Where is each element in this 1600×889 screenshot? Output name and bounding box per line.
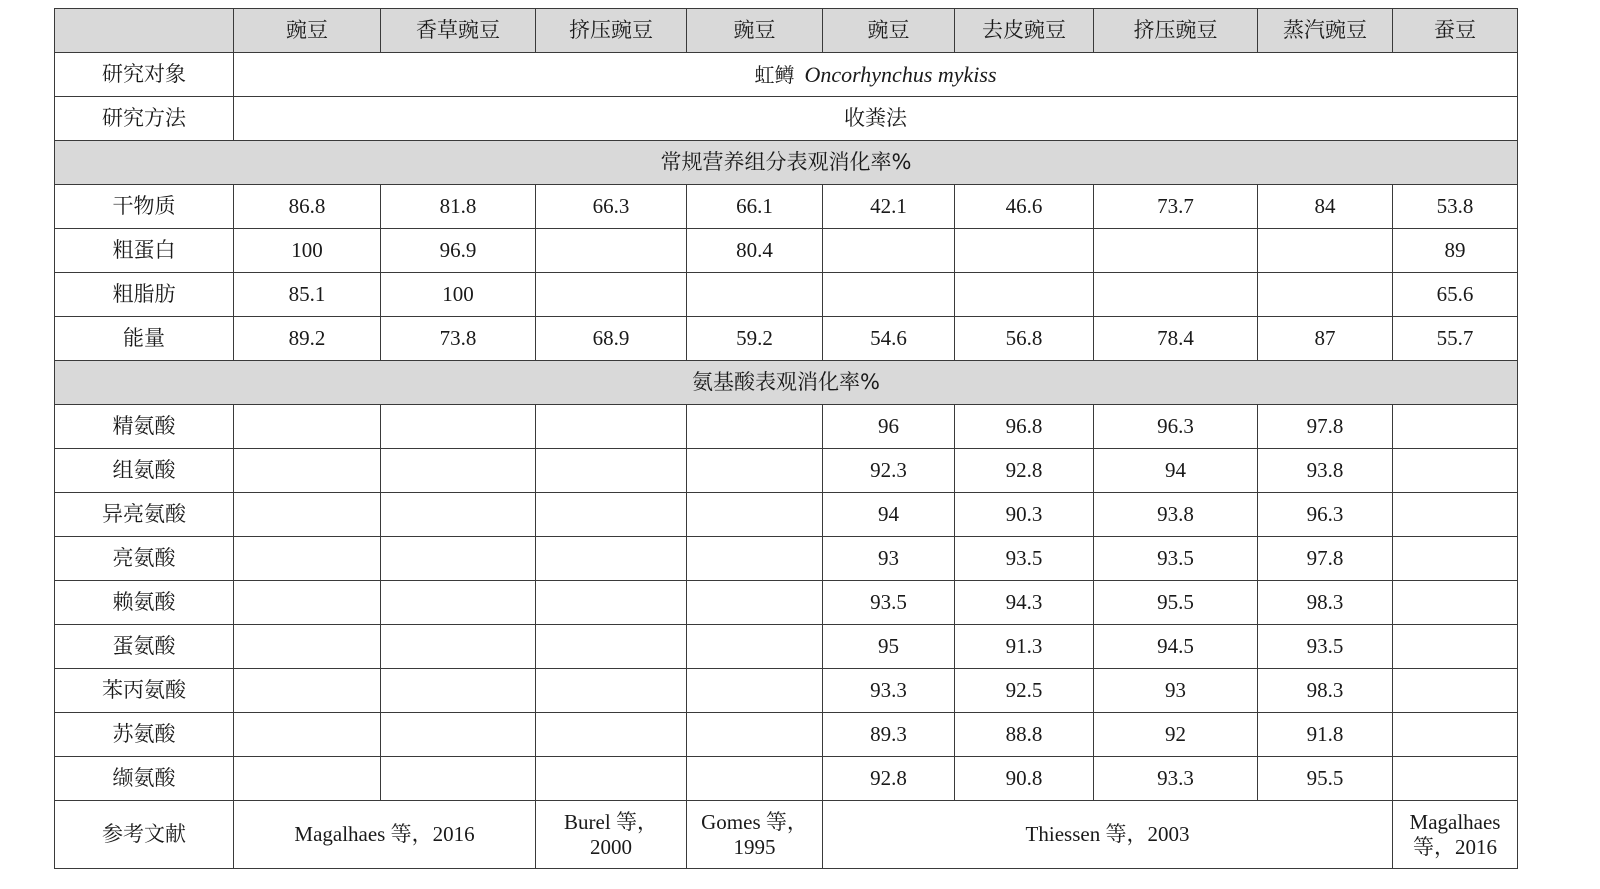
column-header: 豌豆 bbox=[823, 9, 955, 53]
reference-line: 2000 bbox=[590, 834, 632, 859]
reference-row bbox=[55, 801, 1518, 869]
column-header: 蚕豆 bbox=[1393, 9, 1518, 53]
column-header: 去皮豌豆 bbox=[955, 9, 1094, 53]
value-cell bbox=[687, 669, 823, 713]
value-cell bbox=[1393, 493, 1518, 537]
value-cell bbox=[381, 669, 536, 713]
column-header: 豌豆 bbox=[687, 9, 823, 53]
table-row bbox=[55, 713, 1518, 757]
value-cell: 89.2 bbox=[234, 317, 381, 361]
value-cell: 86.8 bbox=[234, 185, 381, 229]
row-label: 组氨酸 bbox=[55, 449, 234, 493]
row-label: 干物质 bbox=[55, 185, 234, 229]
value-cell: 97.8 bbox=[1258, 537, 1393, 581]
value-cell bbox=[234, 449, 381, 493]
value-cell bbox=[687, 581, 823, 625]
value-cell: 100 bbox=[381, 273, 536, 317]
method-row bbox=[55, 97, 1518, 141]
value-cell bbox=[1393, 713, 1518, 757]
value-cell bbox=[687, 493, 823, 537]
value-cell bbox=[1393, 669, 1518, 713]
value-cell: 55.7 bbox=[1393, 317, 1518, 361]
value-cell bbox=[687, 757, 823, 801]
value-cell: 93 bbox=[823, 537, 955, 581]
subject-value bbox=[234, 53, 1518, 97]
subject-cn: 虹鳟 bbox=[754, 62, 795, 87]
value-cell: 96.3 bbox=[1258, 493, 1393, 537]
value-cell bbox=[536, 449, 687, 493]
value-cell bbox=[823, 229, 955, 273]
value-cell: 92.3 bbox=[823, 449, 955, 493]
value-cell bbox=[536, 713, 687, 757]
nutrient-rows bbox=[55, 185, 1518, 361]
row-label: 缬氨酸 bbox=[55, 757, 234, 801]
value-cell: 66.3 bbox=[536, 185, 687, 229]
section-heading: 常规营养组分表观消化率% bbox=[55, 141, 1518, 185]
table-row bbox=[55, 625, 1518, 669]
value-cell bbox=[687, 449, 823, 493]
value-cell: 42.1 bbox=[823, 185, 955, 229]
value-cell: 92.5 bbox=[955, 669, 1094, 713]
value-cell: 91.8 bbox=[1258, 713, 1393, 757]
value-cell bbox=[381, 625, 536, 669]
value-cell bbox=[536, 625, 687, 669]
value-cell: 96.3 bbox=[1094, 405, 1258, 449]
value-cell: 84 bbox=[1258, 185, 1393, 229]
value-cell bbox=[687, 713, 823, 757]
value-cell bbox=[1393, 757, 1518, 801]
row-label: 异亮氨酸 bbox=[55, 493, 234, 537]
value-cell: 92 bbox=[1094, 713, 1258, 757]
value-cell: 98.3 bbox=[1258, 669, 1393, 713]
value-cell bbox=[234, 405, 381, 449]
value-cell: 91.3 bbox=[955, 625, 1094, 669]
value-cell bbox=[823, 273, 955, 317]
value-cell: 90.3 bbox=[955, 493, 1094, 537]
value-cell: 89.3 bbox=[823, 713, 955, 757]
value-cell: 93.3 bbox=[1094, 757, 1258, 801]
row-label: 粗脂肪 bbox=[55, 273, 234, 317]
value-cell: 81.8 bbox=[381, 185, 536, 229]
column-header: 蒸汽豌豆 bbox=[1258, 9, 1393, 53]
value-cell: 54.6 bbox=[823, 317, 955, 361]
value-cell bbox=[1094, 229, 1258, 273]
row-label: 赖氨酸 bbox=[55, 581, 234, 625]
value-cell bbox=[381, 537, 536, 581]
table-row bbox=[55, 273, 1518, 317]
value-cell: 100 bbox=[234, 229, 381, 273]
value-cell: 80.4 bbox=[687, 229, 823, 273]
table-row bbox=[55, 757, 1518, 801]
column-header: 挤压豌豆 bbox=[1094, 9, 1258, 53]
column-header: 香草豌豆 bbox=[381, 9, 536, 53]
row-label: 精氨酸 bbox=[55, 405, 234, 449]
reference-line: Magalhaes bbox=[1409, 810, 1501, 835]
row-label: 蛋氨酸 bbox=[55, 625, 234, 669]
value-cell bbox=[1393, 537, 1518, 581]
value-cell: 66.1 bbox=[687, 185, 823, 229]
value-cell: 94.3 bbox=[955, 581, 1094, 625]
value-cell bbox=[381, 581, 536, 625]
value-cell: 93.8 bbox=[1258, 449, 1393, 493]
value-cell bbox=[536, 493, 687, 537]
value-cell bbox=[1258, 229, 1393, 273]
value-cell: 59.2 bbox=[687, 317, 823, 361]
reference-line: Gomes 等， bbox=[701, 810, 808, 835]
value-cell: 95 bbox=[823, 625, 955, 669]
value-cell bbox=[536, 537, 687, 581]
value-cell: 65.6 bbox=[1393, 273, 1518, 317]
value-cell bbox=[234, 757, 381, 801]
value-cell bbox=[381, 757, 536, 801]
digestibility-table bbox=[54, 8, 1518, 869]
value-cell bbox=[234, 669, 381, 713]
value-cell: 93.3 bbox=[823, 669, 955, 713]
reference-line: Burel 等， bbox=[564, 810, 658, 835]
column-header: 挤压豌豆 bbox=[536, 9, 687, 53]
value-cell: 53.8 bbox=[1393, 185, 1518, 229]
value-cell: 85.1 bbox=[234, 273, 381, 317]
section-row bbox=[55, 141, 1518, 185]
value-cell: 93.8 bbox=[1094, 493, 1258, 537]
value-cell: 89 bbox=[1393, 229, 1518, 273]
value-cell bbox=[234, 537, 381, 581]
value-cell: 97.8 bbox=[1258, 405, 1393, 449]
value-cell: 73.8 bbox=[381, 317, 536, 361]
row-label: 能量 bbox=[55, 317, 234, 361]
reference-line: 等，2016 bbox=[1413, 834, 1497, 859]
value-cell: 96 bbox=[823, 405, 955, 449]
value-cell bbox=[536, 229, 687, 273]
value-cell bbox=[1393, 625, 1518, 669]
reference-cell bbox=[1393, 801, 1518, 869]
value-cell bbox=[687, 625, 823, 669]
value-cell: 93.5 bbox=[955, 537, 1094, 581]
value-cell: 92.8 bbox=[955, 449, 1094, 493]
value-cell bbox=[536, 669, 687, 713]
reference-cell: Thiessen 等，2003 bbox=[823, 801, 1393, 869]
value-cell: 93 bbox=[1094, 669, 1258, 713]
value-cell: 96.8 bbox=[955, 405, 1094, 449]
table-row bbox=[55, 185, 1518, 229]
value-cell bbox=[381, 493, 536, 537]
table-row bbox=[55, 229, 1518, 273]
section-row bbox=[55, 361, 1518, 405]
value-cell: 95.5 bbox=[1094, 581, 1258, 625]
method-value: 收粪法 bbox=[234, 97, 1518, 141]
value-cell: 93.5 bbox=[823, 581, 955, 625]
row-label: 研究方法 bbox=[55, 97, 234, 141]
table-row bbox=[55, 669, 1518, 713]
value-cell: 92.8 bbox=[823, 757, 955, 801]
value-cell bbox=[381, 713, 536, 757]
value-cell bbox=[955, 273, 1094, 317]
value-cell bbox=[687, 405, 823, 449]
value-cell bbox=[234, 713, 381, 757]
row-label: 粗蛋白 bbox=[55, 229, 234, 273]
value-cell: 94 bbox=[823, 493, 955, 537]
reference-cell bbox=[687, 801, 823, 869]
row-label: 亮氨酸 bbox=[55, 537, 234, 581]
value-cell bbox=[1258, 273, 1393, 317]
column-header: 豌豆 bbox=[234, 9, 381, 53]
value-cell bbox=[1393, 581, 1518, 625]
value-cell bbox=[687, 537, 823, 581]
row-label: 苏氨酸 bbox=[55, 713, 234, 757]
value-cell: 78.4 bbox=[1094, 317, 1258, 361]
value-cell bbox=[1393, 405, 1518, 449]
value-cell: 88.8 bbox=[955, 713, 1094, 757]
reference-cell bbox=[536, 801, 687, 869]
reference-cell: Magalhaes 等，2016 bbox=[234, 801, 536, 869]
value-cell: 93.5 bbox=[1094, 537, 1258, 581]
value-cell bbox=[234, 625, 381, 669]
header-row bbox=[55, 9, 1518, 53]
section-heading: 氨基酸表观消化率% bbox=[55, 361, 1518, 405]
table-row bbox=[55, 405, 1518, 449]
table-row bbox=[55, 493, 1518, 537]
value-cell: 94 bbox=[1094, 449, 1258, 493]
value-cell bbox=[381, 449, 536, 493]
value-cell: 94.5 bbox=[1094, 625, 1258, 669]
value-cell bbox=[536, 273, 687, 317]
subject-scientific-name: Oncorhynchus mykiss bbox=[804, 61, 997, 87]
amino-acid-rows bbox=[55, 405, 1518, 801]
value-cell: 95.5 bbox=[1258, 757, 1393, 801]
value-cell bbox=[536, 757, 687, 801]
value-cell bbox=[536, 405, 687, 449]
row-label: 参考文献 bbox=[55, 801, 234, 869]
value-cell: 68.9 bbox=[536, 317, 687, 361]
value-cell bbox=[1393, 449, 1518, 493]
table-row bbox=[55, 449, 1518, 493]
table-row bbox=[55, 317, 1518, 361]
subject-row bbox=[55, 53, 1518, 97]
row-label: 苯丙氨酸 bbox=[55, 669, 234, 713]
table-row bbox=[55, 581, 1518, 625]
value-cell: 56.8 bbox=[955, 317, 1094, 361]
value-cell bbox=[536, 581, 687, 625]
value-cell bbox=[234, 581, 381, 625]
value-cell bbox=[234, 493, 381, 537]
value-cell: 73.7 bbox=[1094, 185, 1258, 229]
value-cell bbox=[1094, 273, 1258, 317]
value-cell: 87 bbox=[1258, 317, 1393, 361]
value-cell bbox=[381, 405, 536, 449]
value-cell: 46.6 bbox=[955, 185, 1094, 229]
value-cell: 93.5 bbox=[1258, 625, 1393, 669]
header-corner-cell bbox=[55, 9, 234, 53]
value-cell: 90.8 bbox=[955, 757, 1094, 801]
value-cell: 98.3 bbox=[1258, 581, 1393, 625]
table-row bbox=[55, 537, 1518, 581]
value-cell bbox=[955, 229, 1094, 273]
value-cell: 96.9 bbox=[381, 229, 536, 273]
row-label: 研究对象 bbox=[55, 53, 234, 97]
reference-line: 1995 bbox=[733, 834, 776, 859]
value-cell bbox=[687, 273, 823, 317]
